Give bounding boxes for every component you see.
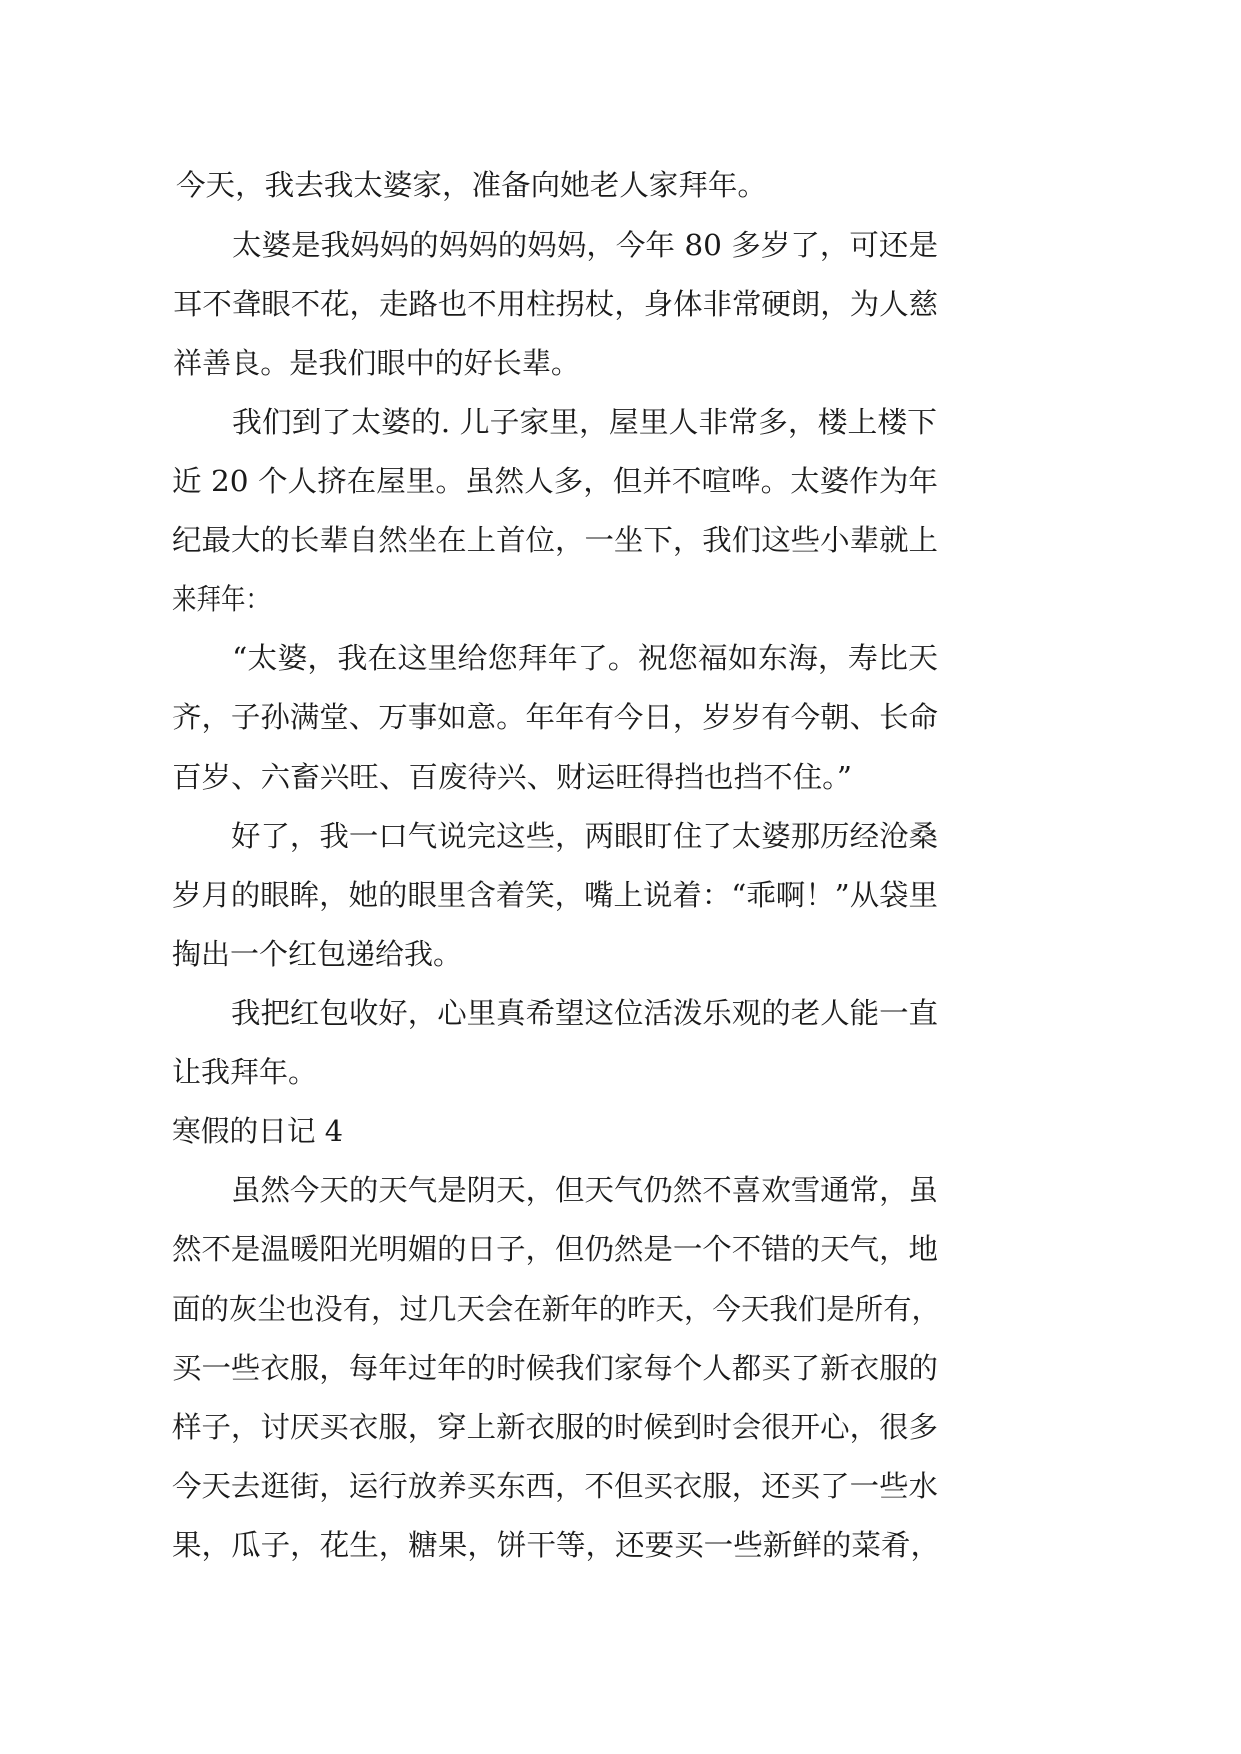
text-line: “太婆，我在这里给您拜年了。祝您福如东海，寿比天 bbox=[232, 641, 938, 675]
text-line: 来拜年： bbox=[172, 582, 270, 616]
text-line: 果，瓜子，花生，糖果，饼干等，还要买一些新鲜的菜肴， bbox=[172, 1528, 941, 1562]
text-line: 我们到了太婆的. 儿子家里，屋里人非常多，楼上楼下 bbox=[232, 405, 938, 439]
text-line: 掏出一个红包递给我。 bbox=[172, 937, 462, 971]
text-line: 岁月的眼眸，她的眼里含着笑，嘴上说着：“乖啊！”从袋里 bbox=[172, 878, 938, 912]
text-line: 好了，我一口气说完这些，两眼盯住了太婆那历经沧桑 bbox=[231, 819, 938, 853]
text-line: 样子，讨厌买衣服，穿上新衣服的时候到时会很开心，很多 bbox=[172, 1410, 938, 1444]
text-line: 齐，子孙满堂、万事如意。年年有今日，岁岁有今朝、长命 bbox=[172, 700, 938, 734]
text-line: 近 20 个人挤在屋里。虽然人多，但并不喧哗。太婆作为年 bbox=[172, 464, 938, 498]
text-line: 纪最大的长辈自然坐在上首位，一坐下，我们这些小辈就上 bbox=[172, 523, 938, 557]
text-line: 虽然今天的天气是阴天，但天气仍然不喜欢雪通常，虽 bbox=[231, 1173, 938, 1207]
text-line: 然不是温暖阳光明媚的日子，但仍然是一个不错的天气，地 bbox=[172, 1232, 938, 1266]
text-line: 百岁、六畜兴旺、百废待兴、财运旺得挡也挡不住。” bbox=[172, 760, 852, 794]
text-line: 今天去逛街，运行放养买东西，不但买衣服，还买了一些水 bbox=[172, 1469, 938, 1503]
text-line: 今天，我去我太婆家，准备向她老人家拜年。 bbox=[176, 168, 767, 202]
text-line: 买一些衣服，每年过年的时候我们家每个人都买了新衣服的 bbox=[172, 1351, 938, 1385]
text-line: 太婆是我妈妈的妈妈的妈妈，今年 80 多岁了，可还是 bbox=[232, 228, 938, 262]
text-line: 面的灰尘也没有，过几天会在新年的昨天，今天我们是所有， bbox=[172, 1292, 940, 1326]
text-line: 我把红包收好，心里真希望这位活泼乐观的老人能一直 bbox=[231, 996, 938, 1030]
text-line: 让我拜年。 bbox=[172, 1055, 317, 1089]
text-line: 祥善良。是我们眼中的好长辈。 bbox=[173, 346, 580, 380]
section-heading: 寒假的日记 4 bbox=[172, 1114, 343, 1148]
text-line: 耳不聋眼不花，走路也不用柱拐杖，身体非常硬朗，为人慈 bbox=[173, 287, 938, 321]
